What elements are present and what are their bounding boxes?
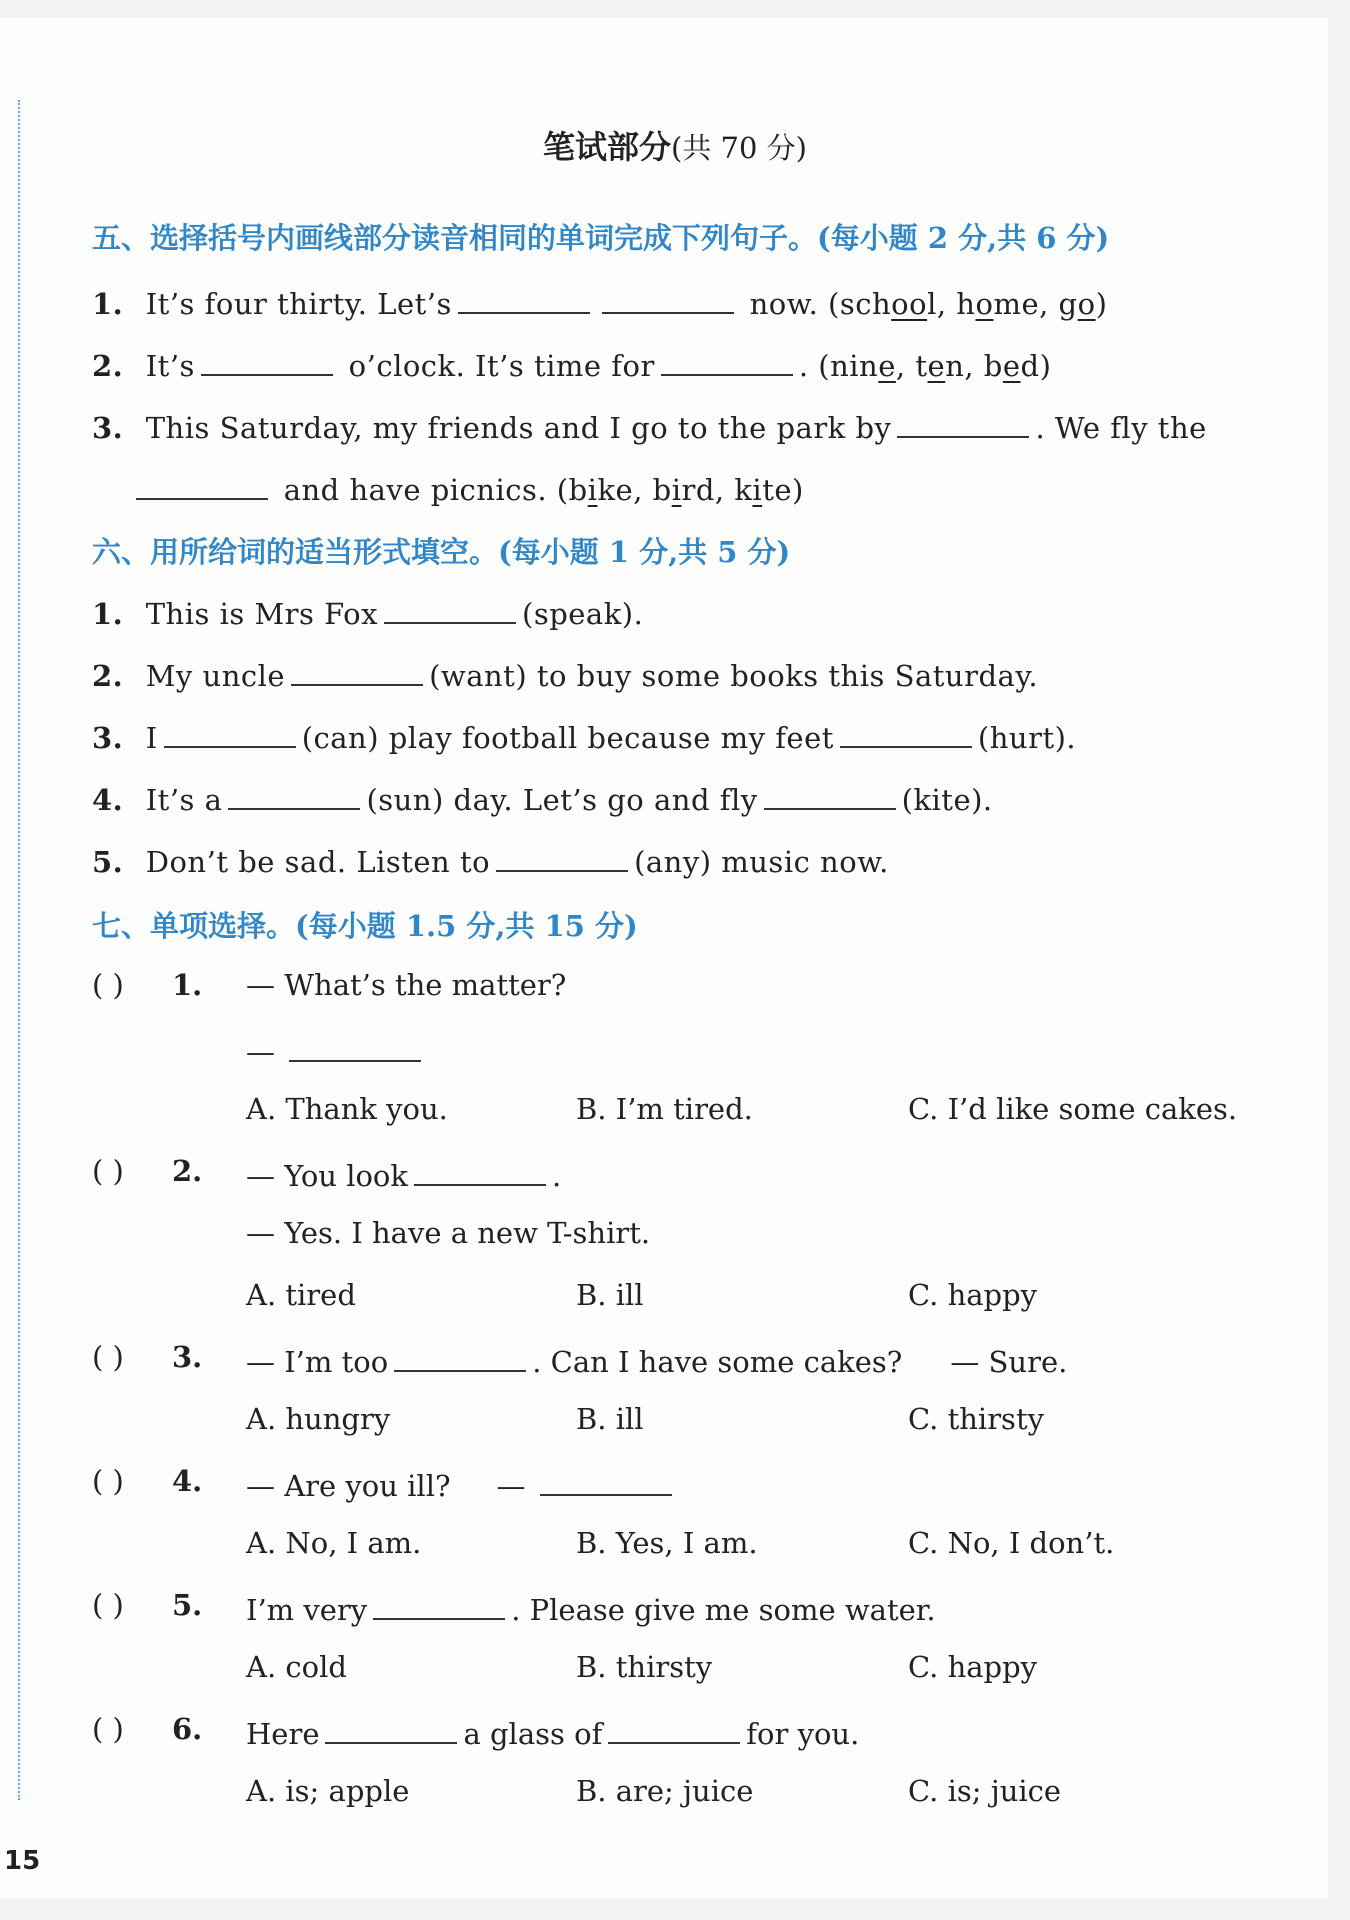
answer-paren[interactable]: ( ): [92, 1154, 124, 1188]
answer-blank[interactable]: [661, 344, 793, 376]
s5-question-1: 1. It’s four thirty. Let’s now. (school, home, go): [92, 282, 1107, 321]
s7-q4-prompt: — Are you ill? —: [246, 1464, 678, 1503]
answer-blank[interactable]: [136, 468, 268, 500]
answer-blank[interactable]: [394, 1340, 526, 1372]
answer-blank[interactable]: [414, 1154, 546, 1186]
s6-question-3: 3. I (can) play football because my feet (hurt).: [92, 716, 1076, 755]
section-5-heading: 五、选择括号内画线部分读音相同的单词完成下列句子。(每小题 2 分,共 6 分): [92, 221, 1110, 255]
s5-question-3: 3. This Saturday, my friends and I go to the park by . We fly the: [92, 406, 1207, 445]
s6-question-4: 4. It’s a (sun) day. Let’s go and fly (kite).: [92, 778, 993, 817]
section-7-heading: 七、单项选择。(每小题 1.5 分,共 15 分): [92, 909, 638, 943]
s7-q5-option-c[interactable]: C. happy: [908, 1650, 1038, 1684]
s7-question-1: ( ) 1.: [92, 968, 203, 1002]
s7-q2-option-b[interactable]: B. ill: [576, 1278, 644, 1312]
s7-question-2: ( ) 2.: [92, 1154, 203, 1188]
s7-q5-prompt: I’m very . Please give me some water.: [246, 1588, 936, 1627]
answer-blank[interactable]: [608, 1712, 740, 1744]
s7-q2-option-a[interactable]: A. tired: [246, 1278, 356, 1312]
title-sub: (共 70 分): [671, 131, 807, 165]
s7-q2-option-c[interactable]: C. happy: [908, 1278, 1038, 1312]
s7-q2-prompt: — You look .: [246, 1154, 561, 1193]
s7-q3-option-b[interactable]: B. ill: [576, 1402, 644, 1436]
answer-blank[interactable]: [164, 716, 296, 748]
answer-blank[interactable]: [373, 1588, 505, 1620]
s7-q4-option-c[interactable]: C. No, I don’t.: [908, 1526, 1115, 1560]
answer-blank[interactable]: [496, 840, 628, 872]
s7-q4-option-a[interactable]: A. No, I am.: [246, 1526, 422, 1560]
s6-question-1: 1. This is Mrs Fox (speak).: [92, 592, 643, 631]
s7-q6-option-a[interactable]: A. is; apple: [246, 1774, 410, 1808]
s7-question-4: ( ) 4.: [92, 1464, 203, 1498]
s7-question-5: ( ) 5.: [92, 1588, 203, 1622]
s7-q1-prompt: — What’s the matter?: [246, 968, 567, 1002]
s7-q1-option-b[interactable]: B. I’m tired.: [576, 1092, 753, 1126]
s5-question-3-cont: and have picnics. (bike, bird, kite): [136, 468, 804, 507]
s6-question-2: 2. My uncle (want) to buy some books this Saturday.: [92, 654, 1038, 693]
page-title: [0, 122, 1350, 168]
s7-q1-option-c[interactable]: C. I’d like some cakes.: [908, 1092, 1238, 1126]
answer-blank[interactable]: [291, 654, 423, 686]
answer-paren[interactable]: ( ): [92, 1712, 124, 1746]
answer-blank[interactable]: [228, 778, 360, 810]
answer-paren[interactable]: ( ): [92, 1464, 124, 1498]
s7-q5-option-a[interactable]: A. cold: [246, 1650, 347, 1684]
page-number: 15: [4, 1846, 41, 1876]
answer-blank[interactable]: [384, 592, 516, 624]
s7-question-6: ( ) 6.: [92, 1712, 203, 1746]
section-6-heading: 六、用所给词的适当形式填空。(每小题 1 分,共 5 分): [92, 535, 791, 569]
answer-blank[interactable]: [540, 1464, 672, 1496]
s7-q1-option-a[interactable]: A. Thank you.: [246, 1092, 448, 1126]
answer-blank[interactable]: [764, 778, 896, 810]
answer-blank[interactable]: [840, 716, 972, 748]
s5-question-2: 2. It’s o’clock. It’s time for . (nine, ten, bed): [92, 344, 1051, 383]
s7-q6-option-b[interactable]: B. are; juice: [576, 1774, 754, 1808]
s7-q3-option-c[interactable]: C. thirsty: [908, 1402, 1044, 1436]
s7-q4-option-b[interactable]: B. Yes, I am.: [576, 1526, 758, 1560]
s7-q5-option-b[interactable]: B. thirsty: [576, 1650, 713, 1684]
answer-paren[interactable]: ( ): [92, 1588, 124, 1622]
s7-question-3: ( ) 3.: [92, 1340, 203, 1374]
s7-q1-response: —: [246, 1030, 427, 1069]
answer-blank[interactable]: [201, 344, 333, 376]
s7-q6-prompt: Here a glass of for you.: [246, 1712, 859, 1751]
s7-q2-response: — Yes. I have a new T-shirt.: [246, 1216, 651, 1250]
answer-blank[interactable]: [897, 406, 1029, 438]
answer-paren[interactable]: ( ): [92, 968, 124, 1002]
s7-q3-prompt: — I’m too . Can I have some cakes? — Sure.: [246, 1340, 1067, 1379]
answer-blank[interactable]: [325, 1712, 457, 1744]
margin-dotted-line: [18, 100, 20, 1800]
s7-q6-option-c[interactable]: C. is; juice: [908, 1774, 1062, 1808]
answer-blank[interactable]: [289, 1030, 421, 1062]
answer-blank[interactable]: [602, 282, 734, 314]
title-main: 笔试部分: [543, 128, 672, 166]
s7-q3-option-a[interactable]: A. hungry: [246, 1402, 391, 1436]
answer-blank[interactable]: [458, 282, 590, 314]
s6-question-5: 5. Don’t be sad. Listen to (any) music now.: [92, 840, 889, 879]
answer-paren[interactable]: ( ): [92, 1340, 124, 1374]
